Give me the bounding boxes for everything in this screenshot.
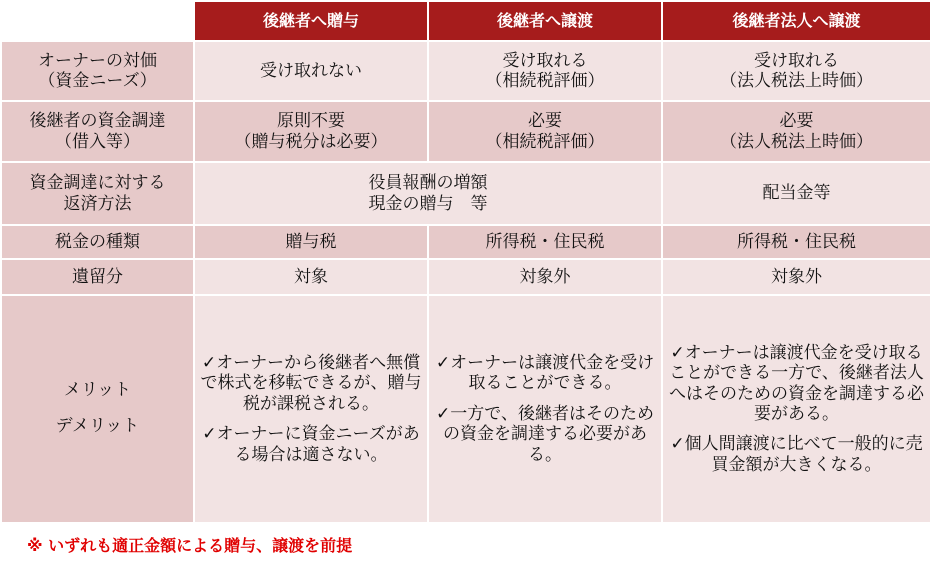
bullet-point: ✓個人間譲渡に比べて一般的に売買金額が大きくなる。 [670,434,923,475]
cell-funding-transfer: 必要 （相続税評価） [428,101,662,162]
row-label-tax: 税金の種類 [1,225,194,259]
cell-tax-transfer: 所得税・住民税 [428,225,662,259]
row-owner-price [1,41,930,101]
row-label-funding: 後継者の資金調達 （借入等） [1,101,194,162]
cell-merits-corp [662,295,930,523]
cell-owner-price-gift: 受け取れない [194,41,428,101]
bullet-point: ✓オーナーに資金ニーズがある場合は適さない。 [202,424,420,465]
cell-tax-gift: 贈与税 [194,225,428,259]
bullet-point: ✓オーナーは譲渡代金を受け取ることができる。 [435,353,655,394]
row-funding [1,101,930,162]
row-label-owner-price: オーナーの対価 （資金ニーズ） [1,41,194,101]
cell-tax-corp: 所得税・住民税 [662,225,930,259]
row-repayment [1,162,930,225]
bullet-point: ✓オーナーから後継者へ無償で株式を移転できるが、贈与税が課税される。 [200,353,422,414]
cell-merits-transfer [428,295,662,523]
row-merits [1,295,930,523]
cell-repayment-corp: 配当金等 [662,162,930,225]
header-row [1,1,930,41]
cell-funding-gift: 原則不要 （贈与税分は必要） [194,101,428,162]
cell-merits-gift [194,295,428,523]
row-label-repayment: 資金調達に対する 返済方法 [1,162,194,225]
cell-legal-share-gift: 対象 [194,259,428,295]
cell-owner-price-corp: 受け取れる （法人税法上時価） [662,41,930,101]
header-transfer: 後継者へ譲渡 [428,1,662,41]
cell-repayment-gift-transfer: 役員報酬の増額 現金の贈与 等 [194,162,662,225]
bullet-point: ✓一方で、後継者はそのための資金を調達する必要がある。 [436,403,654,465]
cell-legal-share-corp: 対象外 [662,259,930,295]
cell-funding-corp: 必要 （法人税法上時価） [662,101,930,162]
row-label-merits: メリット デメリット [1,295,194,523]
cell-owner-price-transfer: 受け取れる （相続税評価） [428,41,662,101]
row-label-legal-share: 遺留分 [1,259,194,295]
header-corp-transfer: 後継者法人へ譲渡 [662,1,930,41]
row-tax [1,225,930,259]
corner-cell [1,1,194,41]
footnote: ※ いずれも適正金額による贈与、譲渡を前提 [27,536,353,555]
bullet-point: ✓オーナーは譲渡代金を受け取ることができる一方で、後継者法人へはそのための資金を調達する必要がある。 [669,342,924,424]
cell-legal-share-transfer: 対象外 [428,259,662,295]
header-gift: 後継者へ贈与 [194,1,428,41]
row-legal-share [1,259,930,295]
